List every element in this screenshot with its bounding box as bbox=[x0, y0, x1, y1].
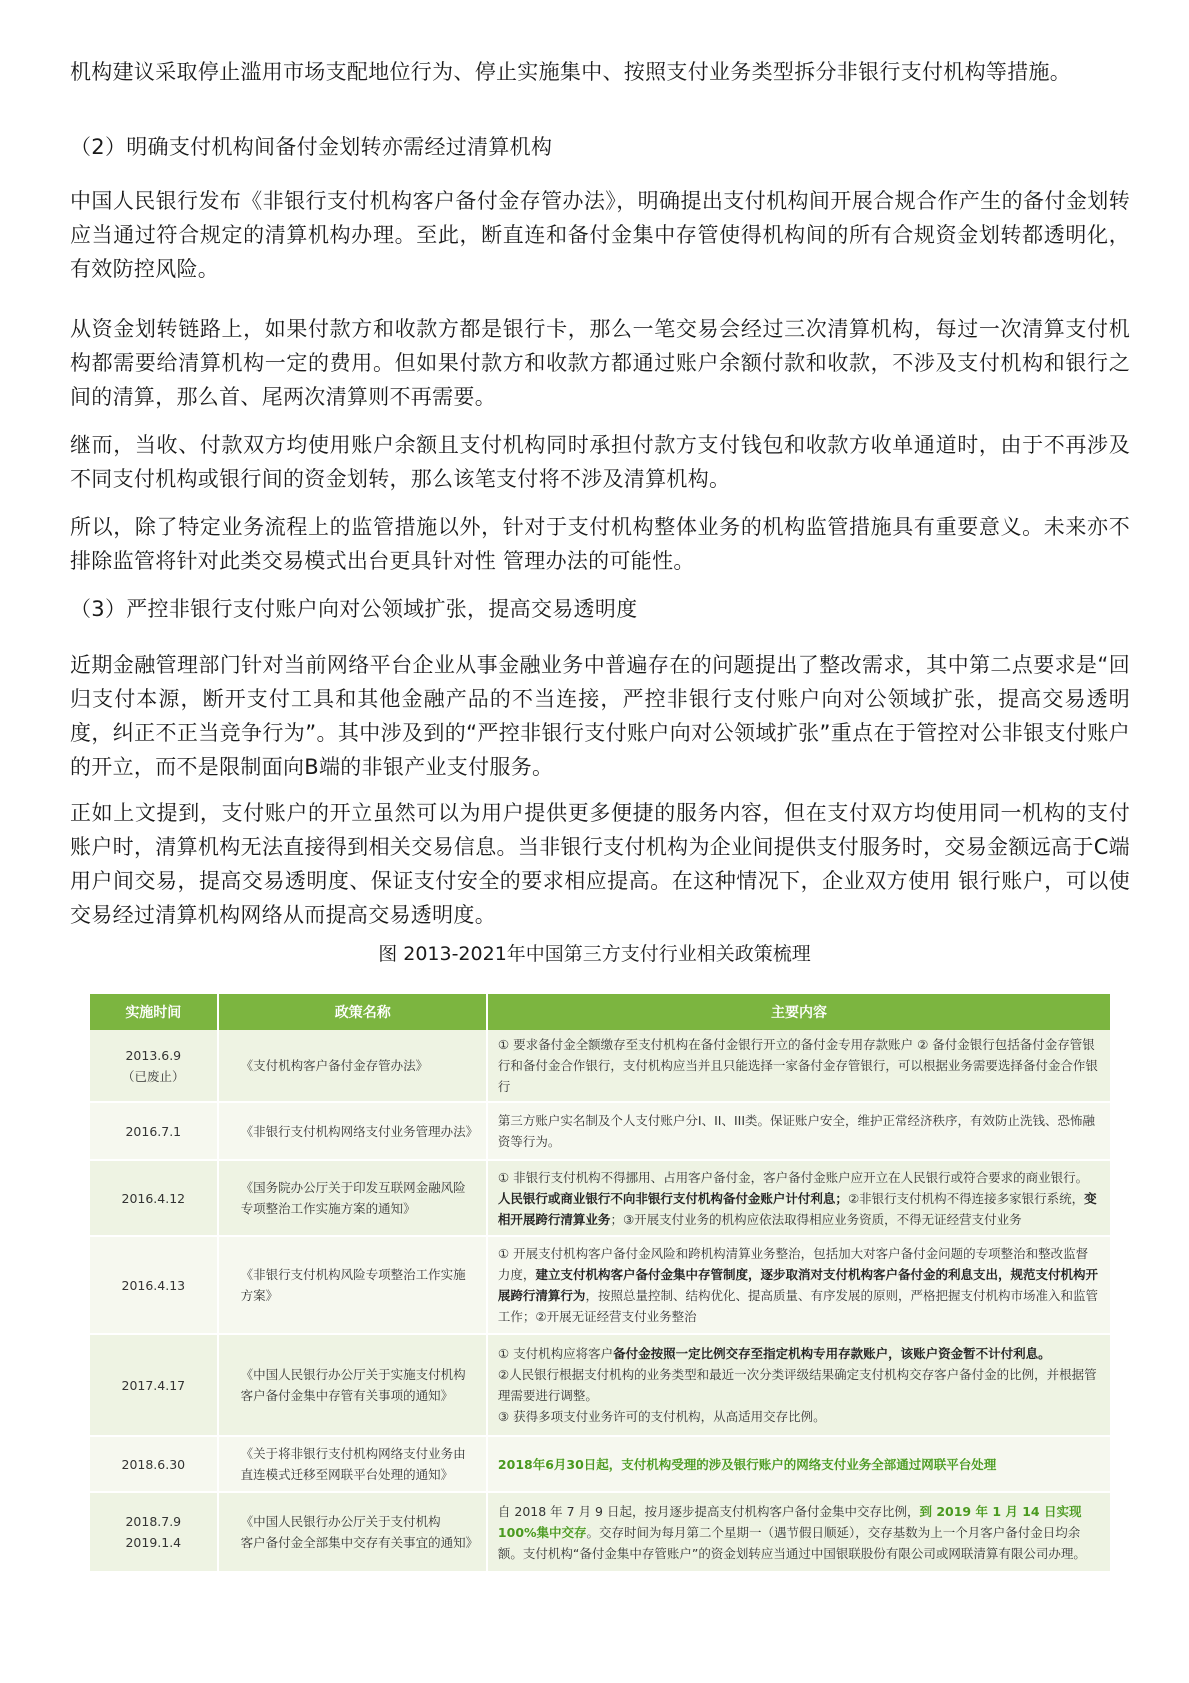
row-policy-name-line: 专项整治工作实施方案的通知》 bbox=[240, 1201, 416, 1216]
content-highlight: 人民银行或商业银行不向非银行支付机构备付金账户计付利息； bbox=[497, 1190, 848, 1206]
paragraph-1: 机构建议采取停止滥用市场支配地位行为、停止实施集中、按照支付业务类型拆分非银行支付机构等措施。 bbox=[70, 60, 1072, 84]
row-policy-name-line: 方案》 bbox=[240, 1288, 279, 1303]
paragraph-6: 近期金融管理部门针对当前网络平台企业从事金融业务中普遍存在的问题提出了整改需求，其中第二点要求是“回归支付本源，断开支付工具和其他金融产品的不当连接，严控非银行支付账户向对公领域扩张，提高交易透明度，纠正不正当竞争行为”。其中涉及到的“严控非银行支付账户向对公领域扩张”重点在于管控对公非银支付账户的开立，而不是限制面向B端的非银产业支付服务。 bbox=[70, 653, 1130, 779]
row-content: 第三方账户实名制及个人支付账户分I、II、III类。保证账户安全，维护正常经济秩序，有效防止洗钱、恐怖融资等行为。 bbox=[487, 1102, 1110, 1160]
content-text: ，按照总量控制、结构优化、提高质量、有序发展的原则，严格把握支付机构市场准入和监管工作；②开展无证经营支付业务整治 bbox=[497, 1288, 1098, 1324]
content-text: 。交存时间为每月第二个星期一（遇节假日顺延），交存基数为上一个月客户备付金日均余额。支付机构“备付金集中存管账户”的资金划转应当通过中国银联股份有限公司或网联清算有限公司办理。 bbox=[497, 1524, 1086, 1561]
row-date-line: 2018.7.9 bbox=[125, 1514, 182, 1529]
paragraph-2: 中国人民银行发布《非银行支付机构客户备付金存管办法》，明确提出支付机构间开展合规合作产生的备付金划转应当通过符合规定的清算机构办理。至此，断直连和备付金集中存管使得机构间的所有合规资金划转都透明化，有效防控风险。 bbox=[70, 189, 1130, 281]
policy-table bbox=[90, 994, 1110, 1573]
row-policy-name-line: 客户备付金集中存管有关事项的通知》 bbox=[240, 1388, 454, 1403]
row-date-line: （已废止） bbox=[122, 1068, 185, 1084]
row-policy-name-line: 《关于将非银行支付机构网络支付业务由 bbox=[240, 1446, 466, 1461]
content-highlight-green: 到 2019 年 1 月 14 日实现 100%集中交存 bbox=[497, 1503, 1082, 1540]
row-policy-name-line: 《非银行支付机构风险专项整治工作实施 bbox=[240, 1267, 466, 1282]
row-date: 2016.4.12 bbox=[90, 1160, 218, 1236]
content-text: 自 2018 年 7 月 9 日起，按月逐步提高支付机构客户备付金集中交存比例， bbox=[497, 1503, 920, 1519]
content-text: ① 非银行支付机构不得挪用、占用客户备付金，客户备付金账户应开立在人民银行或符合要求的商业银行。 bbox=[497, 1169, 1089, 1185]
row-policy-name bbox=[218, 1160, 487, 1236]
row-date: 2016.7.1 bbox=[90, 1102, 218, 1160]
content-text: ；③开展支付业务的机构应依法取得相应业务资质，不得无证经营支付业务 bbox=[610, 1211, 1022, 1227]
header-date: 实施时间 bbox=[90, 994, 218, 1030]
section-heading-3: （3）严控非银行支付账户向对公领域扩张，提高交易透明度 bbox=[70, 597, 638, 621]
content-highlight: 建立支付机构客户备付金集中存管制度，逐步取消对支付机构客户备付金的利息支出，规范支付机构开展跨行清算行为 bbox=[497, 1267, 1098, 1303]
content-highlight: 备付金按照一定比例交存至指定机构专用存款账户，该账户资金暂不计付利息。 bbox=[613, 1346, 1051, 1361]
row-policy-name-line: 客户备付金全部集中交存有关事宜的通知》 bbox=[240, 1535, 479, 1550]
row-date: 2017.4.17 bbox=[90, 1334, 218, 1436]
row-content bbox=[487, 1236, 1110, 1334]
row-policy-name bbox=[218, 1236, 487, 1334]
content-line: ③ 获得多项支付业务许可的支付机构，从高适用交存比例。 bbox=[497, 1409, 826, 1424]
table-row bbox=[90, 1334, 1110, 1436]
row-date bbox=[90, 1030, 218, 1102]
row-content bbox=[487, 1492, 1110, 1572]
row-policy-name-line: 直连模式迁移至网联平台处理的通知》 bbox=[240, 1467, 454, 1482]
row-date: 2018.6.30 bbox=[90, 1436, 218, 1492]
row-policy-name bbox=[218, 1492, 487, 1572]
content-highlight-green: 2018年6月30日起，支付机构受理的涉及银行账户的网络支付业务全部通过网联平台处理 bbox=[497, 1456, 997, 1472]
paragraph-4: 继而，当收、付款双方均使用账户余额且支付机构同时承担付款方支付钱包和收款方收单通道时，由于不再涉及不同支付机构或银行间的资金划转，那么该笔支付将不涉及清算机构。 bbox=[70, 433, 1130, 491]
row-policy-name: 《支付机构客户备付金存管办法》 bbox=[218, 1030, 487, 1102]
row-policy-name bbox=[218, 1436, 487, 1492]
paragraph-5: 所以，除了特定业务流程上的监管措施以外，针对于支付机构整体业务的机构监管措施具有重要意义。未来亦不排除监管将针对此类交易模式出台更具针对性 管理办法的可能性。 bbox=[70, 515, 1130, 573]
table-row bbox=[90, 1236, 1110, 1334]
row-content bbox=[487, 1160, 1110, 1236]
content-text: ②非银行支付机构不得连接多家银行系统， bbox=[847, 1190, 1085, 1206]
content-text: ① 支付机构应将客户 bbox=[497, 1346, 614, 1361]
header-content: 主要内容 bbox=[487, 994, 1110, 1030]
paragraph-3: 从资金划转链路上，如果付款方和收款方都是银行卡，那么一笔交易会经过三次清算机构，每过一次清算支付机构都需要给清算机构一定的费用。但如果付款方和收款方都通过账户余额付款和收款，不涉及支付机构和银行之间的清算，那么首、尾两次清算则不再需要。 bbox=[70, 317, 1130, 409]
row-date-line: 2019.1.4 bbox=[125, 1535, 182, 1550]
row-policy-name-line: 《国务院办公厅关于印发互联网金融风险 bbox=[240, 1180, 466, 1195]
content-line bbox=[498, 1343, 1100, 1364]
row-policy-name-line: 《中国人民银行办公厅关于实施支付机构 bbox=[240, 1367, 466, 1382]
table-row bbox=[90, 1436, 1110, 1492]
row-date-line: 2013.6.9 bbox=[125, 1047, 182, 1063]
row-content: ① 要求备付金全额缴存至支付机构在备付金银行开立的备付金专用存款账户 ② 备付金银行包括备付金存管银行和备付金合作银行，支付机构应当并且只能选择一家备付金存管银行，可以根据业务需要选择备付金合作银行 bbox=[487, 1030, 1110, 1102]
header-name: 政策名称 bbox=[218, 994, 487, 1030]
row-date bbox=[90, 1492, 218, 1572]
content-highlight: 变相开展跨行清算业务 bbox=[497, 1190, 1097, 1227]
content-line: ②人民银行根据支付机构的业务类型和最近一次分类评级结果确定支付机构交存客户备付金的比例，并根据管理需要进行调整。 bbox=[497, 1367, 1097, 1403]
section-heading-2: （2）明确支付机构间备付金划转亦需经过清算机构 bbox=[70, 135, 553, 159]
figure-caption: 图 2013-2021年中国第三方支付行业相关政策梳理 bbox=[378, 943, 811, 965]
table-row bbox=[90, 1160, 1110, 1236]
table-row bbox=[90, 1102, 1110, 1160]
row-policy-name: 《非银行支付机构网络支付业务管理办法》 bbox=[218, 1102, 487, 1160]
table-header-row bbox=[90, 994, 1110, 1030]
paragraph-7: 正如上文提到，支付账户的开立虽然可以为用户提供更多便捷的服务内容，但在支付双方均使用同一机构的支付账户时，清算机构无法直接得到相关交易信息。当非银行支付机构为企业间提供支付服务时，交易金额远高于C端用户间交易，提高交易透明度、保证支付安全的要求相应提高。在这种情况下，企业双方使用 银行账户，可以使交易经过清算机构网络从而提高交易透明度。 bbox=[70, 801, 1130, 927]
row-content bbox=[487, 1436, 1110, 1492]
table-row bbox=[90, 1492, 1110, 1572]
row-policy-name-line: 《中国人民银行办公厅关于支付机构 bbox=[240, 1514, 441, 1529]
content-text: ① 开展支付机构客户备付金风险和跨机构清算业务整治，包括加大对客户备付金问题的专项整治和整改监督力度， bbox=[497, 1246, 1089, 1282]
row-policy-name bbox=[218, 1334, 487, 1436]
row-content bbox=[487, 1334, 1110, 1436]
table-row bbox=[90, 1030, 1110, 1102]
row-date: 2016.4.13 bbox=[90, 1236, 218, 1334]
